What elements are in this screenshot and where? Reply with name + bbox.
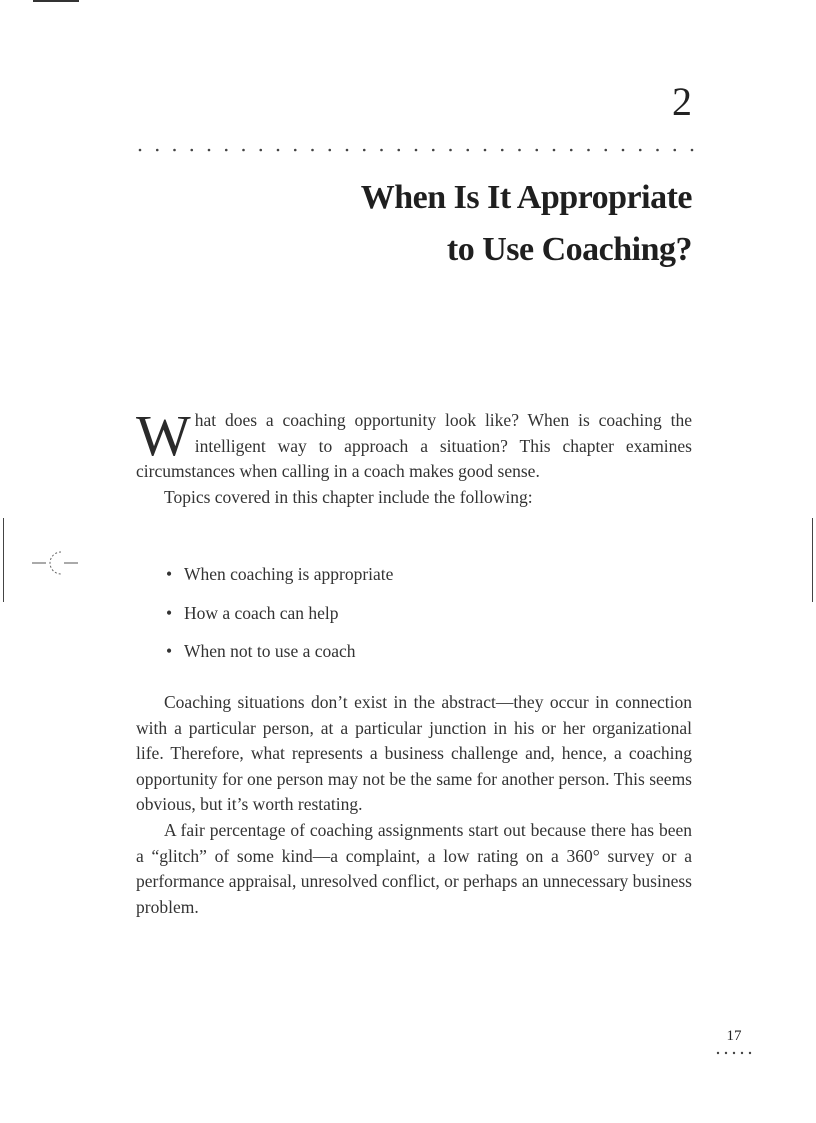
divider-dot bbox=[622, 149, 625, 152]
divider-dot bbox=[397, 149, 400, 152]
list-item-text: How a coach can help bbox=[184, 602, 339, 623]
body-paragraph-2: A fair percentage of coaching assignments start out because there has been a “glitch” of some kind—a complaint, a low rating on a 360° survey or a performance appraisal, unresolved conflict, or perhaps an unnecessary business problem. bbox=[136, 819, 692, 917]
divider-dot bbox=[691, 149, 694, 152]
divider-dot bbox=[639, 149, 642, 152]
divider-dot bbox=[587, 149, 590, 152]
intro-paragraph-text: hat does a coaching opportunity look like? When is coaching the intelligent way to approach a situation? This chapter examines circumstances when calling in a coach makes good sense. bbox=[136, 410, 692, 482]
divider-dot bbox=[673, 149, 676, 152]
divider-dot bbox=[225, 149, 228, 152]
divider-dot bbox=[173, 149, 176, 152]
dotted-divider bbox=[138, 146, 694, 154]
list-item bbox=[166, 601, 393, 640]
list-item bbox=[166, 639, 393, 678]
registration-mark-icon bbox=[30, 546, 80, 580]
list-item-text: When coaching is appropriate bbox=[184, 564, 394, 584]
page-number-dots bbox=[715, 1050, 753, 1056]
divider-dot bbox=[208, 149, 211, 152]
left-margin-line bbox=[3, 518, 4, 602]
divider-dot bbox=[139, 149, 142, 152]
main-section bbox=[136, 690, 692, 920]
divider-dot bbox=[466, 149, 469, 152]
divider-dot bbox=[484, 149, 487, 152]
divider-dot bbox=[501, 149, 504, 152]
divider-dot bbox=[346, 149, 349, 152]
divider-dot bbox=[570, 149, 573, 152]
divider-dot bbox=[380, 149, 383, 152]
divider-dot bbox=[518, 149, 521, 152]
divider-dot bbox=[553, 149, 556, 152]
divider-dot bbox=[190, 149, 193, 152]
chapter-title bbox=[172, 172, 692, 276]
topics-intro-paragraph: Topics covered in this chapter include the following: bbox=[164, 486, 533, 507]
list-item bbox=[166, 562, 393, 601]
chapter-title-line-2: to Use Coaching? bbox=[446, 231, 692, 268]
divider-dot bbox=[415, 149, 418, 152]
intro-paragraph bbox=[136, 403, 692, 485]
body-paragraph-1: Coaching situations don’t exist in the abstract—they occur in connection with a particular person, at a particular junction in his or her organizational life. Therefore, what represents a business challenge and, hence, a coaching opportunity for one person may not be the same for another person. This seems obvious, but it’s worth restating. bbox=[136, 692, 692, 815]
page-number: 17 bbox=[726, 1028, 742, 1044]
divider-dot bbox=[311, 149, 314, 152]
bullet-icon: • bbox=[166, 564, 173, 584]
topics-list bbox=[166, 562, 393, 678]
divider-dot bbox=[363, 149, 366, 152]
divider-dot bbox=[242, 149, 245, 152]
divider-dot bbox=[294, 149, 297, 152]
divider-dot bbox=[656, 149, 659, 152]
divider-dot bbox=[432, 149, 435, 152]
bullet-icon: • bbox=[166, 602, 173, 623]
right-margin-line bbox=[812, 518, 813, 602]
top-crop-rule bbox=[33, 0, 79, 2]
divider-dot bbox=[259, 149, 262, 152]
chapter-title-line-1: When Is It Appropriate bbox=[360, 179, 692, 216]
divider-dot bbox=[156, 149, 159, 152]
divider-dot bbox=[277, 149, 280, 152]
list-item-text: When not to use a coach bbox=[184, 641, 356, 661]
divider-dot bbox=[535, 149, 538, 152]
divider-dot bbox=[604, 149, 607, 152]
chapter-number: 2 bbox=[672, 79, 692, 124]
bullet-icon: • bbox=[166, 641, 173, 661]
intro-section bbox=[136, 403, 692, 510]
drop-cap: W bbox=[136, 403, 191, 468]
divider-dot bbox=[328, 149, 331, 152]
divider-dot bbox=[449, 149, 452, 152]
